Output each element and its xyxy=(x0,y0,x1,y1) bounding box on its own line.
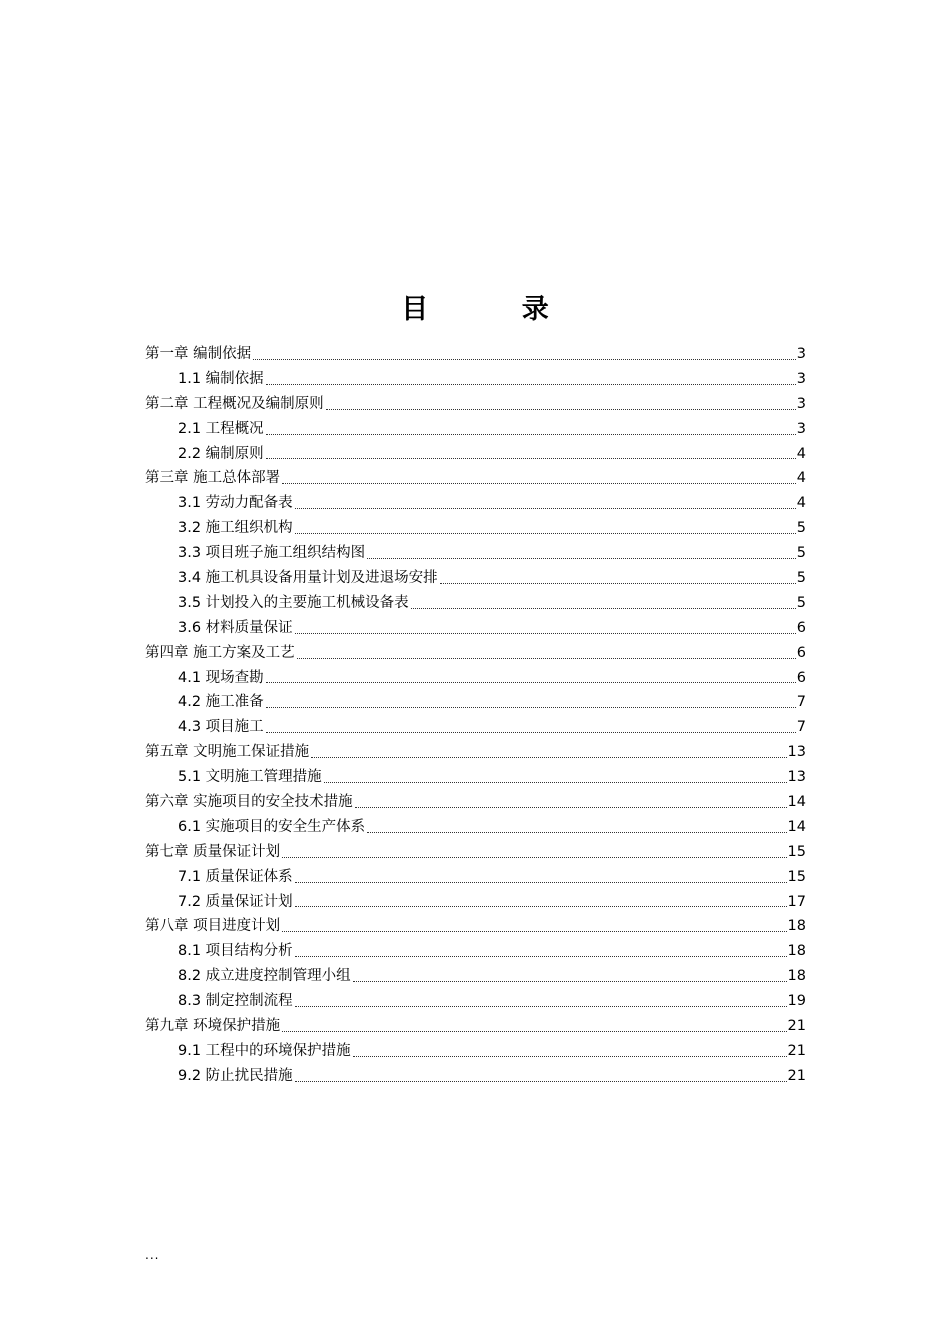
toc-page-number: 5 xyxy=(796,594,806,611)
toc-chapter-entry[interactable] xyxy=(145,641,806,666)
toc-page-number: 18 xyxy=(787,918,806,935)
footer-ellipsis: ... xyxy=(145,1248,160,1262)
toc-entry-label: 第九章 环境保护措施 xyxy=(145,1018,281,1035)
toc-chapter-entry[interactable] xyxy=(145,740,806,765)
toc-dot-leader xyxy=(311,757,786,758)
toc-page-number: 6 xyxy=(796,619,806,636)
toc-section-entry[interactable] xyxy=(145,989,806,1014)
toc-page-number: 4 xyxy=(796,495,806,512)
toc-chapter-entry[interactable] xyxy=(145,914,806,939)
toc-section-entry[interactable] xyxy=(145,865,806,890)
toc-chapter-entry[interactable] xyxy=(145,392,806,417)
toc-dot-leader xyxy=(295,633,796,634)
toc-page-number: 15 xyxy=(787,843,806,860)
toc-section-entry[interactable] xyxy=(145,566,806,591)
toc-dot-leader xyxy=(282,1031,786,1032)
toc-entry-label: 5.1 文明施工管理措施 xyxy=(178,769,322,786)
toc-dot-leader xyxy=(282,857,786,858)
toc-dot-leader xyxy=(367,832,786,833)
toc-chapter-entry[interactable] xyxy=(145,1014,806,1039)
toc-entry-label: 7.1 质量保证体系 xyxy=(178,868,293,885)
toc-section-entry[interactable] xyxy=(145,1039,806,1064)
toc-entry-label: 第五章 文明施工保证措施 xyxy=(145,744,310,761)
toc-dot-leader xyxy=(355,807,787,808)
toc-entry-label: 第七章 质量保证计划 xyxy=(145,843,281,860)
toc-entry-label: 第六章 实施项目的安全技术措施 xyxy=(145,794,353,811)
toc-section-entry[interactable] xyxy=(145,491,806,516)
toc-entry-label: 4.3 项目施工 xyxy=(178,719,264,736)
toc-entry-label: 7.2 质量保证计划 xyxy=(178,893,293,910)
toc-chapter-entry[interactable] xyxy=(145,790,806,815)
page-title: 目 录 xyxy=(401,294,591,325)
toc-page-number: 21 xyxy=(787,1018,806,1035)
toc-dot-leader xyxy=(295,882,787,883)
toc-entry-label: 3.6 材料质量保证 xyxy=(178,619,293,636)
toc-entry-label: 1.1 编制依据 xyxy=(178,370,264,387)
toc-dot-leader xyxy=(295,1081,787,1082)
toc-entry-label: 6.1 实施项目的安全生产体系 xyxy=(178,818,366,835)
toc-page-number: 14 xyxy=(787,818,806,835)
toc-dot-leader xyxy=(295,906,787,907)
toc-dot-leader xyxy=(295,1006,787,1007)
toc-entry-label: 4.1 现场查勘 xyxy=(178,669,264,686)
toc-section-entry[interactable] xyxy=(145,1064,806,1089)
toc-page-number: 13 xyxy=(787,744,806,761)
toc-page-number: 7 xyxy=(796,694,806,711)
toc-dot-leader xyxy=(266,434,796,435)
toc-page-number: 6 xyxy=(796,644,806,661)
toc-section-entry[interactable] xyxy=(145,890,806,915)
toc-dot-leader xyxy=(282,483,796,484)
toc-dot-leader xyxy=(266,707,796,708)
toc-page-number: 5 xyxy=(796,570,806,586)
toc-entry-label: 第四章 施工方案及工艺 xyxy=(145,644,295,661)
toc-page-number: 7 xyxy=(796,719,806,736)
toc-dot-leader xyxy=(297,658,796,659)
toc-section-entry[interactable] xyxy=(145,666,806,691)
toc-section-entry[interactable] xyxy=(145,715,806,740)
toc-page-number: 3 xyxy=(796,420,806,437)
toc-section-entry[interactable] xyxy=(145,765,806,790)
toc-entry-label: 3.3 项目班子施工组织结构图 xyxy=(178,545,366,562)
toc-dot-leader xyxy=(367,558,796,559)
toc-chapter-entry[interactable] xyxy=(145,466,806,491)
toc-entry-label: 2.1 工程概况 xyxy=(178,420,264,437)
toc-dot-leader xyxy=(295,508,796,509)
toc-dot-leader xyxy=(253,359,796,360)
toc-entry-label: 4.2 施工准备 xyxy=(178,694,264,711)
toc-dot-leader xyxy=(295,533,796,534)
toc-dot-leader xyxy=(440,583,796,584)
toc-dot-leader xyxy=(326,409,796,410)
toc-dot-leader xyxy=(282,931,786,932)
toc-section-entry[interactable] xyxy=(145,367,806,392)
toc-page-number: 21 xyxy=(787,1042,806,1059)
toc-section-entry[interactable] xyxy=(145,442,806,467)
toc-entry-label: 8.3 制定控制流程 xyxy=(178,993,293,1010)
toc-page-number: 13 xyxy=(787,769,806,786)
toc-page-number: 21 xyxy=(787,1067,806,1084)
toc-page-number: 14 xyxy=(787,794,806,811)
toc-chapter-entry[interactable] xyxy=(145,342,806,367)
toc-page-number: 19 xyxy=(787,993,806,1010)
toc-dot-leader xyxy=(324,782,787,783)
toc-entry-label: 第二章 工程概况及编制原则 xyxy=(145,395,324,412)
toc-dot-leader xyxy=(411,608,796,609)
toc-entry-label: 3.5 计划投入的主要施工机械设备表 xyxy=(178,594,409,611)
toc-page-number: 17 xyxy=(787,893,806,910)
toc-dot-leader xyxy=(266,682,796,683)
toc-dot-leader xyxy=(295,956,787,957)
toc-entry-label: 3.1 劳动力配备表 xyxy=(178,495,293,512)
toc-page-number: 3 xyxy=(796,345,806,362)
toc-entry-label: 2.2 编制原则 xyxy=(178,445,264,462)
toc-dot-leader xyxy=(353,981,787,982)
toc-section-entry[interactable] xyxy=(145,815,806,840)
toc-section-entry[interactable] xyxy=(145,417,806,442)
toc-page-number: 15 xyxy=(787,868,806,885)
toc-entry-label: 9.2 防止扰民措施 xyxy=(178,1067,293,1084)
toc-page-number: 3 xyxy=(796,370,806,387)
toc-section-entry[interactable] xyxy=(145,541,806,566)
toc-entry-label: 3.2 施工组织机构 xyxy=(178,520,293,537)
toc-dot-leader xyxy=(266,458,796,459)
toc-chapter-entry[interactable] xyxy=(145,840,806,865)
toc-page-number: 5 xyxy=(796,545,806,562)
toc-page-number: 4 xyxy=(796,445,806,462)
toc-entry-label: 第三章 施工总体部署 xyxy=(145,470,281,487)
toc-entry-label: 第一章 编制依据 xyxy=(145,345,252,362)
toc-dot-leader xyxy=(266,384,796,385)
toc-section-entry[interactable] xyxy=(145,690,806,715)
toc-section-entry[interactable] xyxy=(145,939,806,964)
toc-entry-label: 8.2 成立进度控制管理小组 xyxy=(178,968,351,985)
toc-page-number: 4 xyxy=(796,470,806,487)
toc-dot-leader xyxy=(353,1056,787,1057)
toc-page-number: 6 xyxy=(796,669,806,686)
toc-entry-label: 8.1 项目结构分析 xyxy=(178,943,293,960)
toc-section-entry[interactable] xyxy=(145,591,806,616)
toc-page-number: 18 xyxy=(787,968,806,985)
toc-dot-leader xyxy=(266,732,796,733)
toc-page-number: 18 xyxy=(787,943,806,960)
toc-entry-label: 3.4 施工机具设备用量计划及进退场安排 xyxy=(178,570,438,586)
toc-section-entry[interactable] xyxy=(145,616,806,641)
toc-page-number: 5 xyxy=(796,520,806,537)
toc-section-entry[interactable] xyxy=(145,964,806,989)
toc-entry-label: 9.1 工程中的环境保护措施 xyxy=(178,1042,351,1059)
toc-page-number: 3 xyxy=(796,395,806,412)
toc-entry-label: 第八章 项目进度计划 xyxy=(145,918,281,935)
toc-section-entry[interactable] xyxy=(145,516,806,541)
table-of-contents xyxy=(145,342,806,1089)
